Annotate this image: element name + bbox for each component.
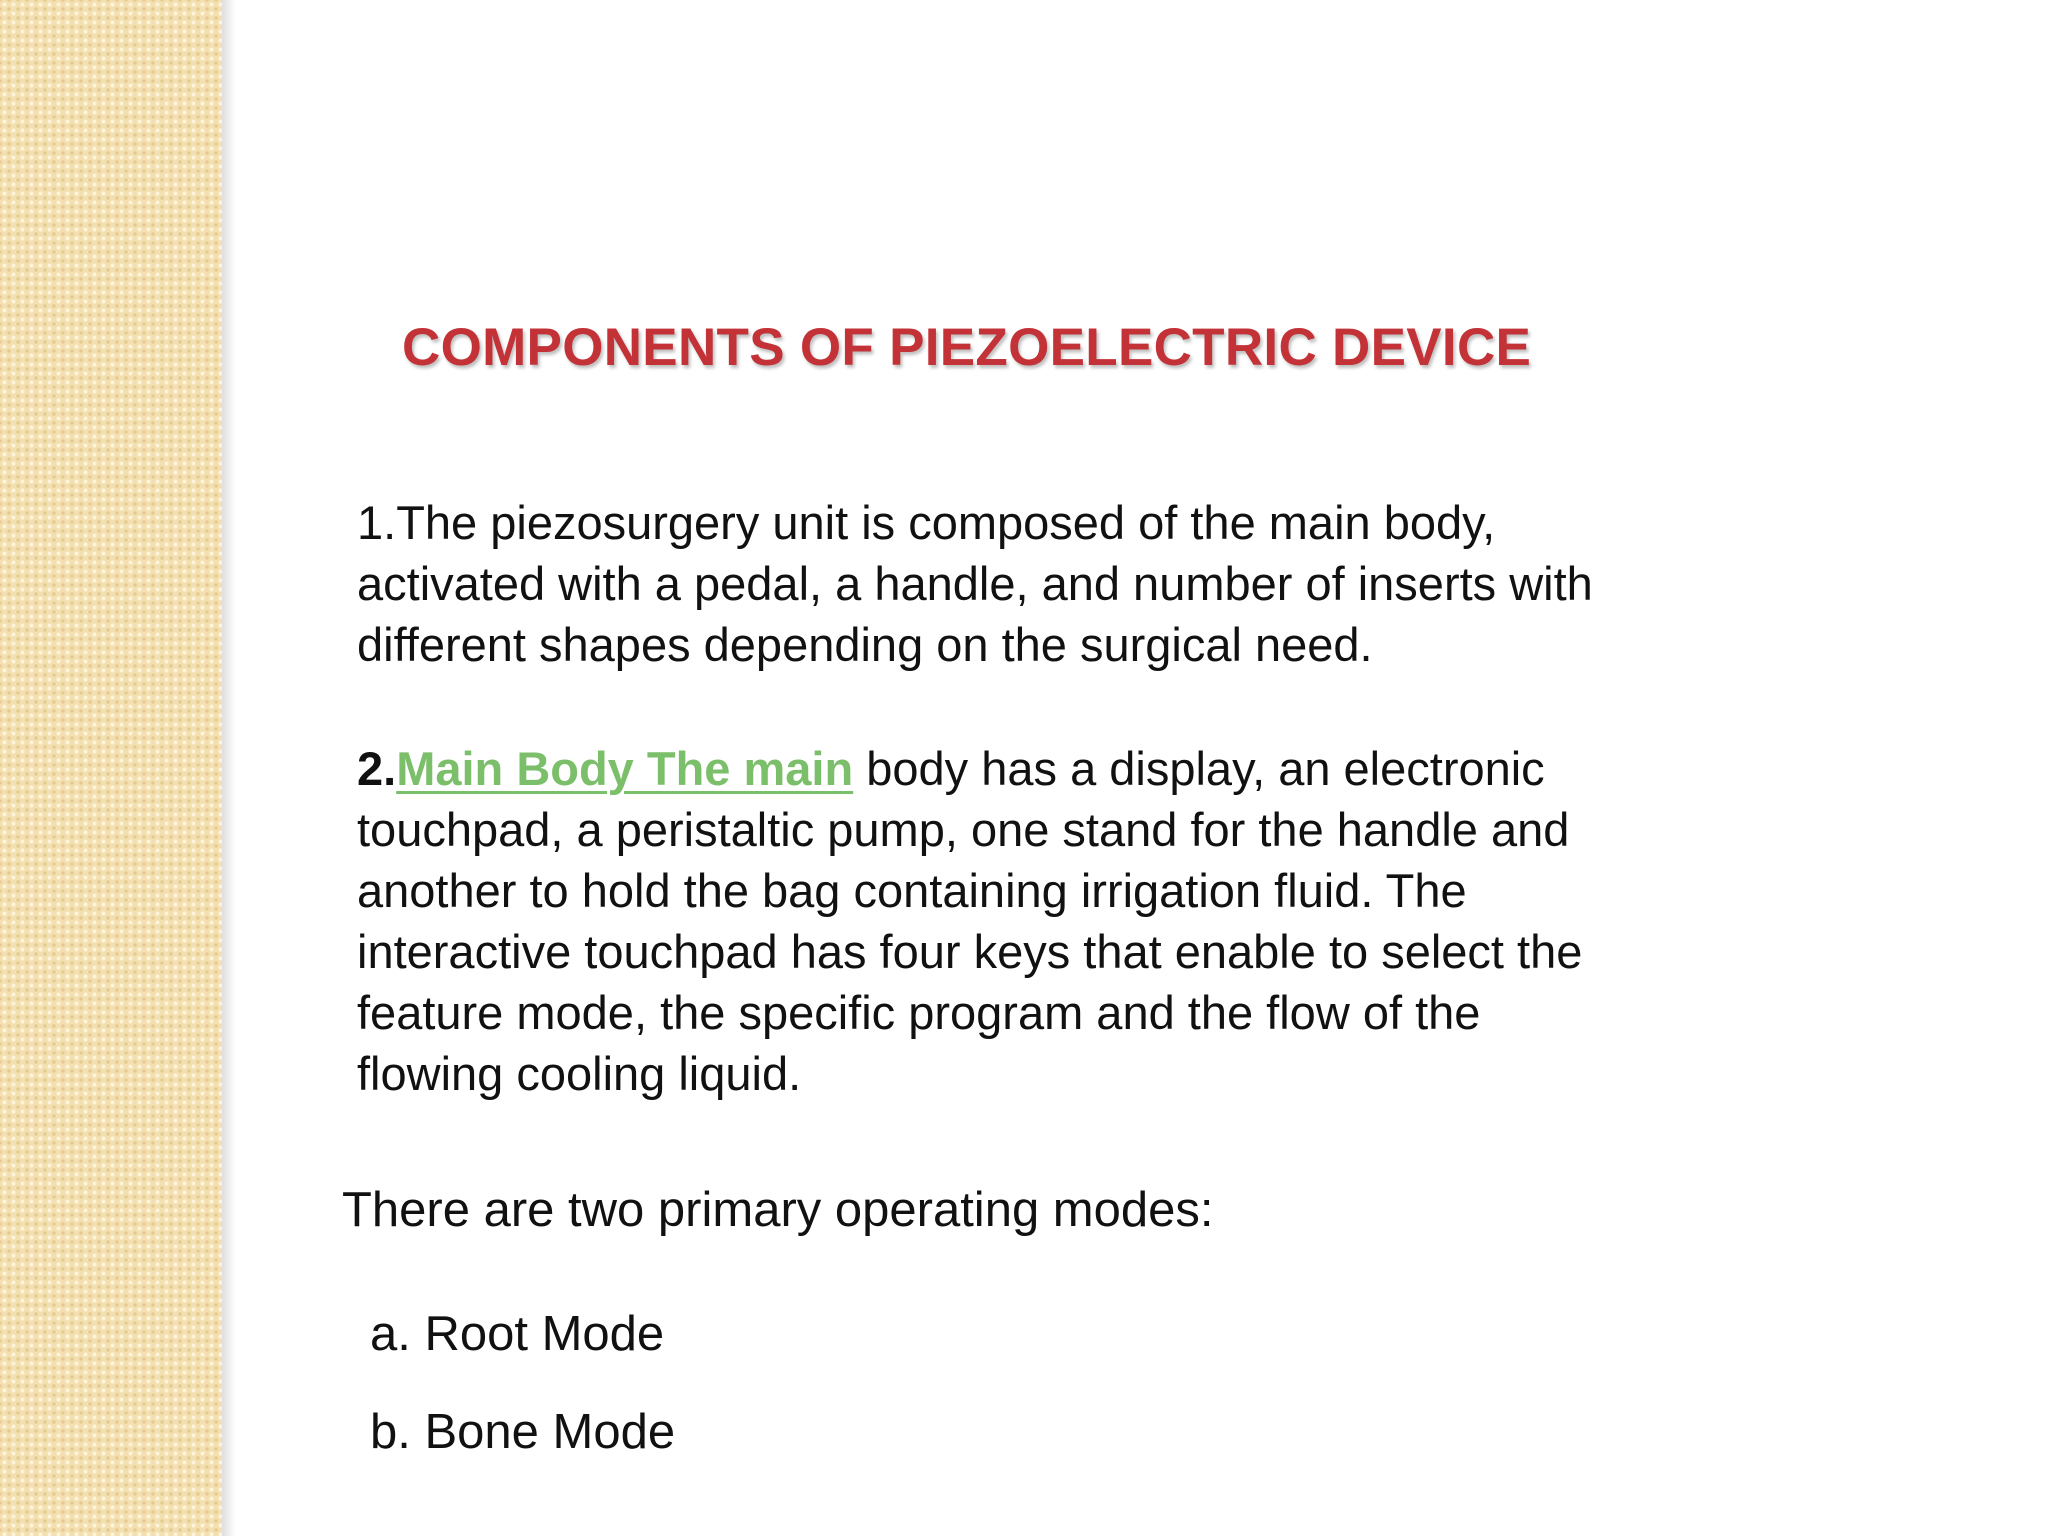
paragraph-1 <box>357 492 1757 675</box>
paragraph-2-line: flowing cooling liquid. <box>357 1047 802 1100</box>
decorative-side-band <box>0 0 222 1536</box>
paragraph-1-line: 1.The piezosurgery unit is composed of the main body, <box>357 496 1496 549</box>
paragraph-2-line: interactive touchpad has four keys that enable to select the <box>357 925 1583 978</box>
modes-intro: There are two primary operating modes: <box>342 1183 1214 1237</box>
paragraph-2-line: feature mode, the specific program and the flow of the <box>357 986 1481 1039</box>
paragraph-2-line-rest: body has a display, an electronic <box>853 742 1545 795</box>
mode-item-root: a. Root Mode <box>370 1307 665 1361</box>
paragraph-2-line: touchpad, a peristaltic pump, one stand for the handle and <box>357 803 1570 856</box>
paragraph-1-line: different shapes depending on the surgical need. <box>357 618 1373 671</box>
paragraph-2-first-line <box>357 738 1757 799</box>
paragraph-2-number: 2. <box>357 742 397 795</box>
paragraph-2 <box>357 738 1757 1104</box>
paragraph-2-line: another to hold the bag containing irrigation fluid. The <box>357 864 1467 917</box>
side-band-shadow <box>222 0 236 1536</box>
paragraph-1-line: activated with a pedal, a handle, and number of inserts with <box>357 557 1593 610</box>
mode-item-bone: b. Bone Mode <box>370 1405 676 1459</box>
slide-title: COMPONENTS OF PIEZOELECTRIC DEVICE <box>402 318 1532 377</box>
main-body-link[interactable]: Main Body The main <box>396 742 854 795</box>
